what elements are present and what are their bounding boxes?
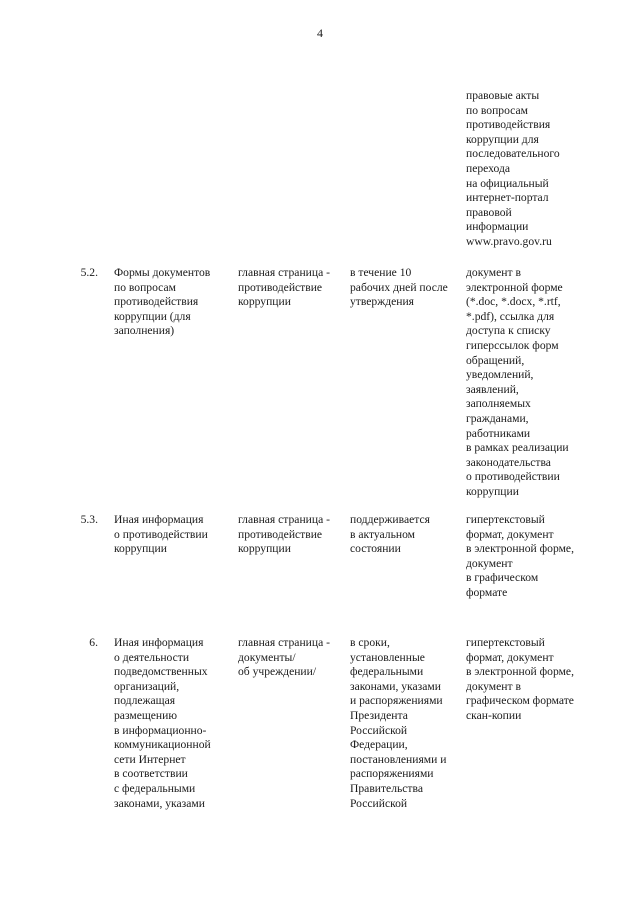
cell-place (238, 266, 330, 310)
cell-line: Правительства (350, 781, 423, 795)
cell-line: по вопросам (466, 103, 528, 117)
cell-line: коррупции для (466, 132, 539, 146)
cell-line: Президента (350, 708, 408, 722)
cell-line: коррупции (466, 484, 519, 498)
cell-name (114, 266, 210, 339)
cell-line: документ в (466, 266, 521, 279)
cell-line: Российской (350, 723, 408, 737)
cell-line: противодействие (238, 527, 323, 541)
cell-line: Иная информация (114, 636, 204, 649)
cell-line: информации (466, 220, 529, 234)
cell-line: законодательства (466, 455, 551, 469)
cell-line: документ (466, 556, 513, 570)
cell-format (466, 266, 569, 500)
cell-line: о противодействии (114, 527, 208, 541)
cell-line: последовательного (466, 147, 560, 161)
cell-line: формате (466, 585, 508, 599)
cell-line: правовой (466, 205, 512, 219)
cell-line: доступа к списку (466, 324, 551, 338)
cell-format (466, 513, 574, 601)
cell-line: скан-копии (466, 708, 522, 722)
cell-line: гражданами, (466, 411, 529, 425)
cell-line: формат, документ (466, 527, 554, 541)
cell-line: о деятельности (114, 650, 190, 664)
cell-line: законами, указами (114, 796, 205, 810)
cell-line: перехода (466, 161, 511, 175)
cell-line: главная страница - (238, 266, 330, 279)
cell-line: размещению (114, 708, 177, 722)
cell-place (238, 636, 330, 680)
cell-line: в сроки, (350, 636, 390, 649)
cell-line: по вопросам (114, 280, 176, 294)
cell-line: коррупции (для (114, 309, 191, 323)
cell-line: поддерживается (350, 513, 430, 526)
cell-line: федеральными (350, 665, 424, 679)
cell-line: в электронной форме, (466, 542, 574, 556)
cell-line: утверждения (350, 295, 415, 309)
cell-line: коммуникационной (114, 738, 211, 752)
cell-line: гипертекстовый (466, 636, 545, 649)
cell-line: в электронной форме, (466, 665, 574, 679)
cell-line: организаций, (114, 679, 180, 693)
cell-line: документ в (466, 679, 521, 693)
cell-place (238, 513, 330, 557)
cell-line: гипертекстовый (466, 513, 545, 526)
cell-name (114, 513, 208, 557)
cell-format (466, 89, 560, 250)
cell-line: главная страница - (238, 636, 330, 649)
cell-line: главная страница - (238, 513, 330, 526)
cell-line: Федерации, (350, 738, 408, 752)
cell-line: интернет-портал (466, 191, 549, 205)
cell-line: с федеральными (114, 781, 196, 795)
cell-line: гиперссылок форм (466, 338, 559, 352)
cell-number: 5.3. (80, 513, 98, 526)
cell-line: формат, документ (466, 650, 554, 664)
cell-line: противодействия (466, 118, 551, 132)
cell-line: в соответствии (114, 767, 188, 781)
cell-line: уведомлений, (466, 368, 534, 382)
cell-line: электронной форме (466, 280, 563, 294)
cell-line: Иная информация (114, 513, 204, 526)
cell-line: заполнения) (114, 324, 175, 338)
cell-line: состоянии (350, 542, 401, 556)
cell-line: законами, указами (350, 679, 441, 693)
cell-line: правовые акты (466, 89, 540, 102)
cell-line: подведомственных (114, 665, 208, 679)
cell-line: противодействия (114, 295, 199, 309)
cell-name (114, 636, 211, 811)
cell-line: на официальный (466, 176, 549, 190)
cell-term (350, 513, 430, 557)
cell-format (466, 636, 574, 724)
cell-line: противодействие (238, 280, 323, 294)
cell-line: сети Интернет (114, 752, 186, 766)
cell-line: рабочих дней после (350, 280, 448, 294)
cell-line: коррупции (238, 295, 291, 309)
cell-line: в течение 10 (350, 266, 412, 279)
cell-line: Российской (350, 796, 408, 810)
cell-line: документы/ (238, 650, 296, 664)
cell-line: обращений, (466, 353, 525, 367)
cell-line: коррупции (114, 542, 167, 556)
cell-line: (*.doc, *.docx, *.rtf, (466, 295, 561, 309)
cell-line: подлежащая (114, 694, 176, 708)
cell-number: 6. (89, 636, 98, 649)
cell-line: установленные (350, 650, 425, 664)
cell-line: заявлений, (466, 382, 519, 396)
cell-line: постановлениями и (350, 752, 447, 766)
cell-line: в актуальном (350, 527, 415, 541)
cell-line: Формы документов (114, 266, 211, 279)
cell-number: 5.2. (80, 266, 98, 279)
cell-term (350, 636, 446, 811)
cell-line: распоряжениями (350, 767, 434, 781)
cell-line: об учреждении/ (238, 665, 317, 679)
cell-line: коррупции (238, 542, 291, 556)
cell-line: работниками (466, 426, 531, 440)
cell-line: в информационно- (114, 723, 207, 737)
cell-line: графическом формате (466, 694, 574, 708)
cell-line: *.pdf), ссылка для (466, 309, 555, 323)
cell-line: в графическом (466, 571, 539, 585)
cell-line: о противодействии (466, 470, 560, 484)
cell-line: и распоряжениями (350, 694, 443, 708)
cell-line: www.pravo.gov.ru (466, 234, 552, 248)
page-number: 4 (317, 26, 323, 40)
cell-line: заполняемых (466, 397, 531, 411)
cell-line: в рамках реализации (466, 441, 569, 455)
cell-term (350, 266, 448, 310)
